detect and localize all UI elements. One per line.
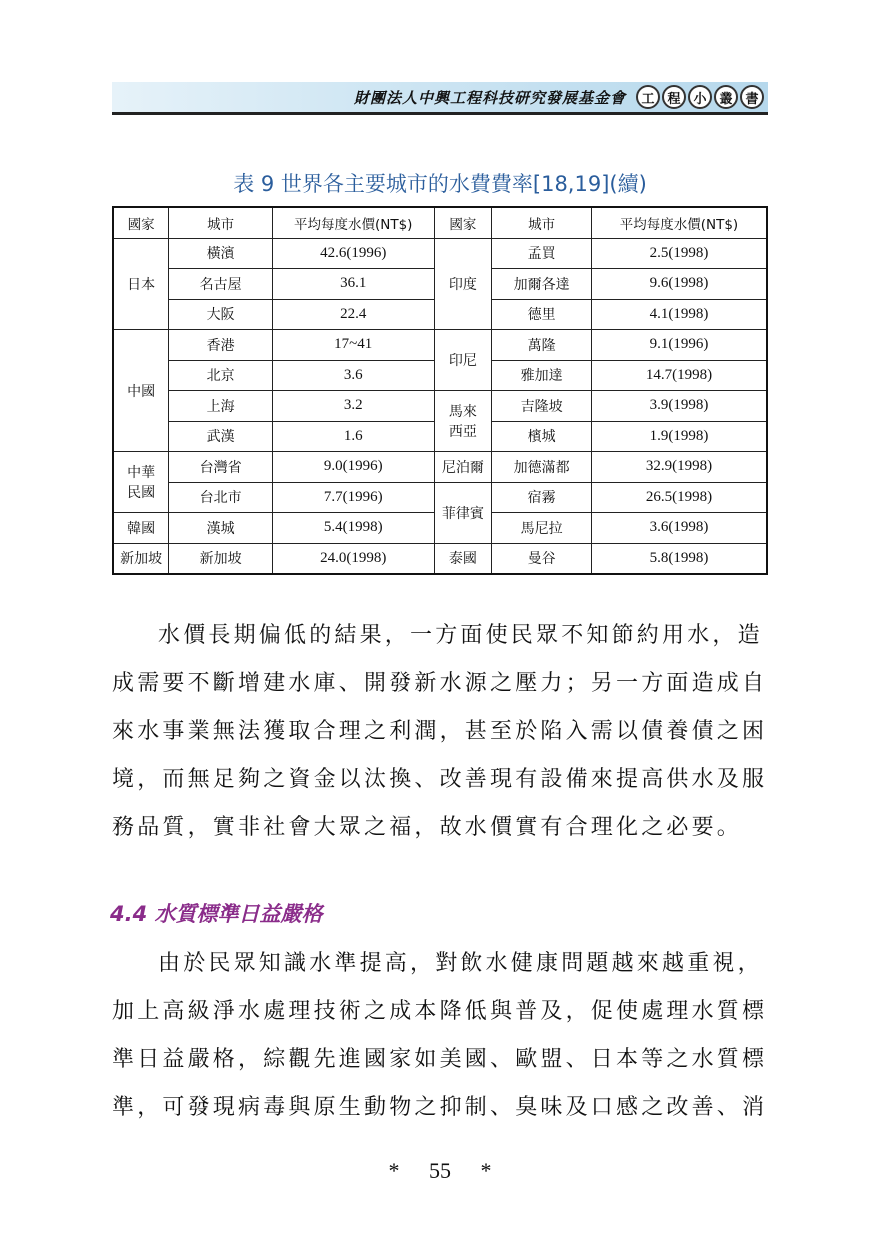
city-cell: 馬尼拉 — [492, 513, 592, 544]
table-row — [113, 452, 767, 483]
series-char: 書 — [740, 85, 764, 109]
price-cell: 3.2 — [272, 391, 434, 422]
price-cell: 5.8(1998) — [591, 543, 767, 574]
header-org-name: 財團法人中興工程科技研究發展基金會 — [353, 88, 626, 107]
price-cell: 17~41 — [272, 330, 434, 361]
series-char: 叢 — [714, 85, 738, 109]
country-cell: 尼泊爾 — [434, 452, 492, 483]
country-line: 中華 — [127, 465, 156, 481]
series-char: 程 — [662, 85, 686, 109]
column-header: 城市 — [492, 207, 592, 238]
city-cell: 加德滿都 — [492, 452, 592, 483]
country-cell: 新加坡 — [113, 543, 169, 574]
paragraph-water-quality — [112, 940, 768, 1132]
city-cell: 曼谷 — [492, 543, 592, 574]
series-char: 小 — [688, 85, 712, 109]
paragraph-line: 準，可發現病毒與原生動物之抑制、臭味及口感之改善、消 — [112, 1095, 768, 1120]
city-cell: 大阪 — [169, 299, 273, 330]
section-heading: 4.4 水質標準日益嚴格 — [110, 902, 323, 926]
price-cell: 5.4(1998) — [272, 513, 434, 544]
price-cell: 3.6(1998) — [591, 513, 767, 544]
price-cell: 1.9(1998) — [591, 421, 767, 452]
table-title: 表 9 世界各主要城市的水費費率[18,19](續) — [233, 172, 647, 196]
price-cell: 3.6 — [272, 360, 434, 391]
city-cell: 宿霧 — [492, 482, 592, 513]
price-cell: 9.6(1998) — [591, 269, 767, 300]
star-ornament: * — [480, 1158, 492, 1183]
price-cell: 42.6(1996) — [272, 238, 434, 269]
city-cell: 橫濱 — [169, 238, 273, 269]
price-cell: 9.0(1996) — [272, 452, 434, 483]
city-cell: 萬隆 — [492, 330, 592, 361]
table-row — [113, 391, 767, 422]
country-cell — [434, 391, 492, 452]
paragraph-water-price — [112, 612, 768, 852]
page-header — [112, 82, 768, 115]
price-cell: 7.7(1996) — [272, 482, 434, 513]
price-cell: 24.0(1998) — [272, 543, 434, 574]
city-cell: 檳城 — [492, 421, 592, 452]
column-header: 平均每度水價(NT$) — [591, 207, 767, 238]
column-header: 平均每度水價(NT$) — [272, 207, 434, 238]
price-cell: 14.7(1998) — [591, 360, 767, 391]
city-cell: 新加坡 — [169, 543, 273, 574]
city-cell: 台灣省 — [169, 452, 273, 483]
country-cell — [113, 452, 169, 513]
star-ornament: * — [388, 1158, 400, 1183]
country-cell: 中國 — [113, 330, 169, 452]
paragraph-line: 水價長期偏低的結果，一方面使民眾不知節約用水，造 — [158, 623, 763, 648]
country-line: 西亞 — [448, 424, 477, 440]
price-cell: 36.1 — [272, 269, 434, 300]
price-cell: 9.1(1996) — [591, 330, 767, 361]
page-footer — [0, 1158, 880, 1184]
paragraph-line: 來水事業無法獲取合理之利潤，甚至於陷入需以債養債之困 — [112, 719, 768, 744]
series-char: 工 — [636, 85, 660, 109]
price-cell: 26.5(1998) — [591, 482, 767, 513]
price-cell: 4.1(1998) — [591, 299, 767, 330]
city-cell: 雅加達 — [492, 360, 592, 391]
paragraph-line: 由於民眾知識水準提高，對飲水健康問題越來越重視， — [158, 951, 763, 976]
city-cell: 德里 — [492, 299, 592, 330]
column-header: 國家 — [113, 207, 169, 238]
city-cell: 吉隆坡 — [492, 391, 592, 422]
country-cell: 韓國 — [113, 513, 169, 544]
table-row — [113, 543, 767, 574]
water-price-table — [112, 206, 768, 575]
city-cell: 漢城 — [169, 513, 273, 544]
city-cell: 香港 — [169, 330, 273, 361]
table-row — [113, 482, 767, 513]
table-header-row — [113, 207, 767, 238]
city-cell: 上海 — [169, 391, 273, 422]
price-cell: 3.9(1998) — [591, 391, 767, 422]
paragraph-line: 務品質，實非社會大眾之福，故水價實有合理化之必要。 — [112, 815, 743, 840]
city-cell: 台北市 — [169, 482, 273, 513]
country-cell: 印尼 — [434, 330, 492, 391]
country-line: 馬來 — [448, 404, 477, 420]
paragraph-line: 境，而無足夠之資金以汰換、改善現有設備來提高供水及服 — [112, 767, 768, 792]
table-row — [113, 330, 767, 361]
column-header: 國家 — [434, 207, 492, 238]
city-cell: 名古屋 — [169, 269, 273, 300]
city-cell: 加爾各達 — [492, 269, 592, 300]
city-cell: 孟買 — [492, 238, 592, 269]
paragraph-line: 加上高級淨水處理技術之成本降低與普及，促使處理水質標 — [112, 999, 768, 1024]
price-cell: 2.5(1998) — [591, 238, 767, 269]
country-cell: 菲律賓 — [434, 482, 492, 543]
paragraph-line: 準日益嚴格，綜觀先進國家如美國、歐盟、日本等之水質標 — [112, 1047, 768, 1072]
country-cell: 日本 — [113, 238, 169, 330]
country-cell: 泰國 — [434, 543, 492, 574]
paragraph-line: 成需要不斷增建水庫、開發新水源之壓力；另一方面造成自 — [112, 671, 768, 696]
city-cell: 武漢 — [169, 421, 273, 452]
column-header: 城市 — [169, 207, 273, 238]
price-cell: 32.9(1998) — [591, 452, 767, 483]
city-cell: 北京 — [169, 360, 273, 391]
price-cell: 1.6 — [272, 421, 434, 452]
price-cell: 22.4 — [272, 299, 434, 330]
page-number: 55 — [429, 1158, 451, 1183]
header-series-badge — [636, 85, 764, 109]
country-line: 民國 — [127, 485, 156, 501]
country-cell: 印度 — [434, 238, 492, 330]
table-row — [113, 238, 767, 269]
